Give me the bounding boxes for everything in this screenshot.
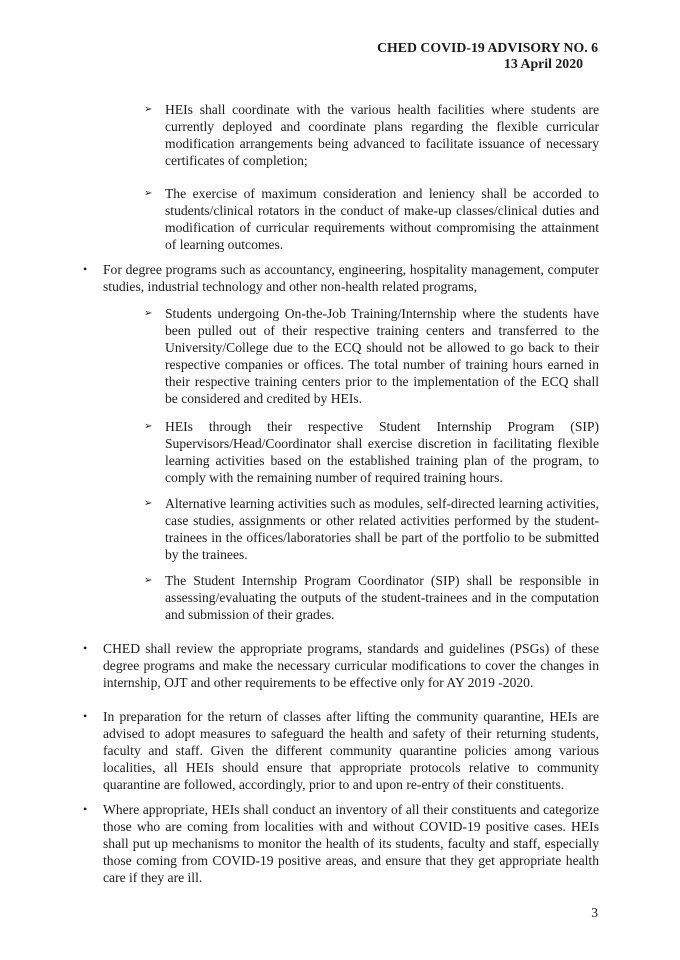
nonhealth-subitem-text: The Student Internship Program Coordinator (SIP) shall be responsible in assessing/evaluating the outputs of the student-trainees and in the computation and submission of their grades. xyxy=(165,573,599,623)
nonhealth-subitem-text: HEIs through their respective Student Internship Program (SIP) Supervisors/Head/Coordinator shall exercise discretion in facilitating flexible learning activities based on the established training plan of the program, to comply with the remaining number of required training hours. xyxy=(165,419,599,486)
bullet-item xyxy=(83,801,599,886)
health-subitem xyxy=(144,185,599,253)
bullet-dot-icon: • xyxy=(83,262,88,276)
bullet-dot-icon: • xyxy=(83,709,88,723)
nonhealth-subitem xyxy=(144,572,599,623)
nonhealth-subitem-text: Students undergoing On-the-Job Training/Internship where the students have been pulled out of their respective training centers and transferred to the University/College due to the ECQ should not be allowed to go back to their respective companies or offices. The total number of training hours earned in their respective training centers prior to the implementation of the ECQ shall be considered and credited by HEIs. xyxy=(165,306,599,407)
bullet-dot-icon: • xyxy=(83,802,88,816)
bullet-dot-icon: • xyxy=(83,641,88,655)
advisory-title: CHED COVID-19 ADVISORY NO. 6 xyxy=(377,40,598,55)
bullet-text: CHED shall review the appropriate programs, standards and guidelines (PSGs) of these degree programs and make the necessary curricular modifications to cover the changes in internship, OJT and other requirements to be effective only for AY 2019 -2020. xyxy=(103,641,599,691)
advisory-date: 13 April 2020 xyxy=(504,56,583,71)
nonhealth-subitem xyxy=(144,495,599,563)
health-subitem-text: HEIs shall coordinate with the various health facilities where students are currently deployed and coordinate plans regarding the flexible curricular modification arrangements being advanced to facilitate issuance of necessary certificates of completion; xyxy=(165,102,599,169)
bullet-text: Where appropriate, HEIs shall conduct an inventory of all their constituents and categorize those who are coming from localities with and without COVID-19 positive cases. HEIs shall put up mechanisms to monitor the health of its students, faculty and staff, especially those coming from COVID-19 positive areas, and ensure that they get appropriate health care if they are ill. xyxy=(103,802,599,886)
nonhealth-subitem xyxy=(144,305,599,408)
arrow-bullet-icon: ➢ xyxy=(144,421,153,432)
arrow-bullet-icon: ➢ xyxy=(144,308,153,319)
bullet-item xyxy=(83,640,599,691)
health-subitem-text: The exercise of maximum consideration and leniency shall be accorded to students/clinical rotators in the conduct of make-up classes/clinical duties and modification of curricular requirements without compromising the attainment of learning outcomes. xyxy=(165,186,599,253)
arrow-bullet-icon: ➢ xyxy=(144,498,153,509)
bullet-item xyxy=(83,708,599,793)
nonhealth-subitem xyxy=(144,418,599,486)
arrow-bullet-icon: ➢ xyxy=(144,104,153,115)
arrow-bullet-icon: ➢ xyxy=(144,575,153,586)
health-subitem xyxy=(144,101,599,169)
nonhealth-subitem-text: Alternative learning activities such as modules, self-directed learning activities, case studies, assignments or other related activities performed by the student-trainees in the offices/laboratories shall be part of the portfolio to be submitted by the trainees. xyxy=(165,496,599,563)
arrow-bullet-icon: ➢ xyxy=(144,188,153,199)
bullet-text: For degree programs such as accountancy, engineering, hospitality management, computer studies, industrial technology and other non-health related programs, xyxy=(103,262,599,295)
advisory-header xyxy=(377,40,598,72)
bullet-item xyxy=(83,261,599,295)
page-number: 3 xyxy=(591,905,598,920)
bullet-text: In preparation for the return of classes after lifting the community quarantine, HEIs are advised to adopt measures to safeguard the health and safety of their returning students, faculty and staff. Given the different community quarantine policies among various localities, all HEIs should ensure that appropriate protocols relative to community quarantine are followed, accordingly, prior to and upon re-entry of their constituents. xyxy=(103,709,599,793)
